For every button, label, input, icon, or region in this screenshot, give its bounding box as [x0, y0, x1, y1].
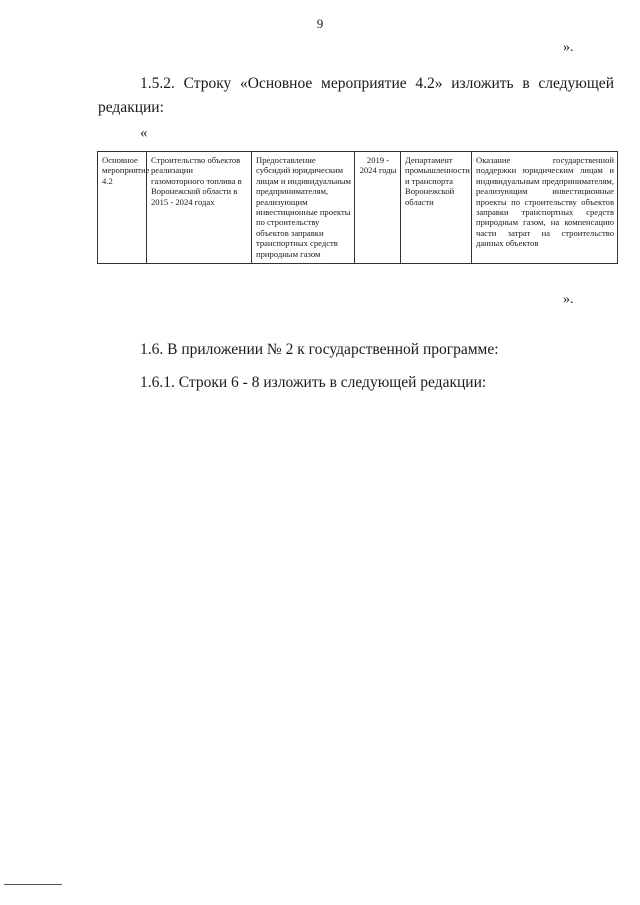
closing-quote: ». [563, 40, 574, 55]
table-cell-executor: Департамент промышленности и транспорта Воронежской области [401, 152, 472, 264]
table-cell-title: Строительство объектов реализации газомоторного топлива в Воронежской области в 2015 - 2024 годах [147, 152, 252, 264]
page-number: 9 [316, 16, 324, 31]
opening-quote: « [140, 125, 148, 141]
paragraph-1-5-2: 1.5.2. Строку «Основное мероприятие 4.2» изложить в следующей редакции: [98, 75, 614, 116]
paragraph-1-6: 1.6. В приложении № 2 к государственной программе: [140, 341, 499, 358]
table-cell-period: 2019 - 2024 годы [355, 152, 401, 264]
table-cell-result: Оказание государственной поддержки юридическим лицам и индивидуальным предпринимателям, реализующим инвестиционные проекты по строительству объектов заправки транспортных средств природным газом, на компенсацию части затрат на строительство данных объектов [472, 152, 618, 264]
table-row [98, 152, 618, 264]
paragraph-1-6-1: 1.6.1. Строки 6 - 8 изложить в следующей редакции: [140, 374, 487, 391]
footer-divider [4, 884, 62, 885]
table-cell-description: Предоставление субсидий юридическим лицам и индивидуальным предпринимателям, реализующим инвестиционные проекты по строительству объектов заправки транспортных средств природным газом [252, 152, 355, 264]
table-cell-measure: Основное мероприятие 4.2 [98, 152, 147, 264]
closing-quote-table: ». [563, 292, 574, 307]
measures-table [97, 151, 618, 264]
